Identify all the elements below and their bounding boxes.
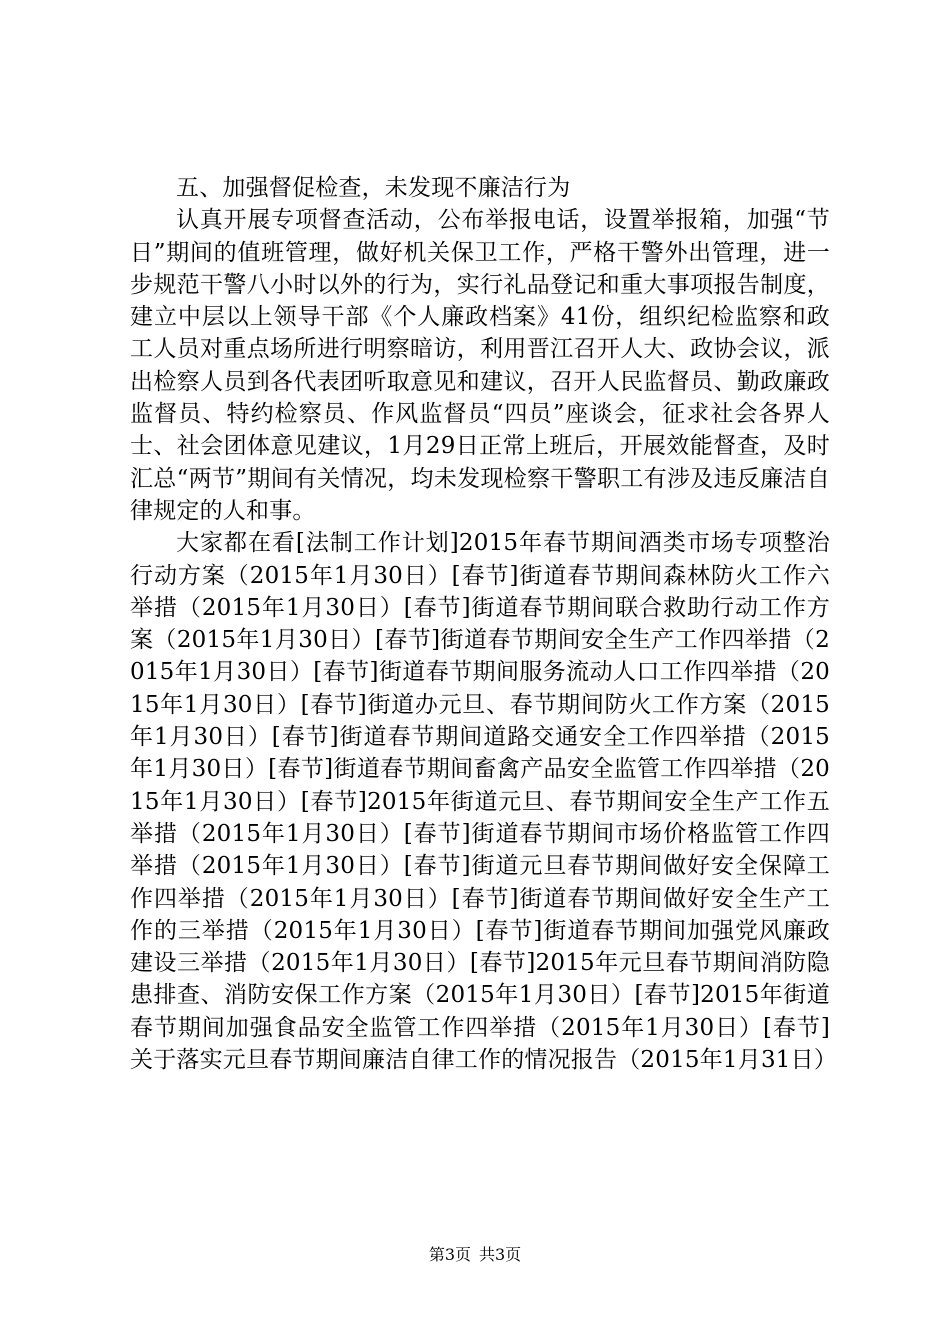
page-number: 第3页: [428, 1245, 471, 1264]
page-footer: [0, 1245, 950, 1265]
document-body: [130, 172, 838, 1076]
section-heading: 五、加强督促检查，未发现不廉洁行为: [176, 175, 571, 201]
page-total: 共3页: [479, 1245, 522, 1264]
paragraph-inspection: 认真开展专项督查活动，公布举报电话，设置举报箱，加强“节日”期间的值班管理，做好机关保卫工作，严格干警外出管理，进一步规范干警八小时以外的行为，实行礼品登记和重大事项报告制度，建立中层以上领导干部《个人廉政档案》41份，组织纪检监察和政工人员对重点场所进行明察暗访，利用晋江召开人大、政协会议，派出检察人员到各代表团听取意见和建议，召开人民监督员、勤政廉政监督员、特约检察员、作风监督员“四员”座谈会，征求社会各界人士、社会团体意见建议，1月29日正常上班后，开展效能督查，及时汇总“两节”期间有关情况，均未发现检察干警职工有涉及违反廉洁自律规定的人和事。: [130, 207, 830, 524]
paragraph-related-articles: 大家都在看[法制工作计划]2015年春节期间酒类市场专项整治行动方案（2015年1月30日）[春节]街道春节期间森林防火工作六举措（2015年1月30日）[春节]街道春节期间联合救助行动工作方案（2015年1月30日）[春节]街道春节期间安全生产工作四举措（2015年1月30日）[春节]街道春节期间服务流动人口工作四举措（2015年1月30日）[春节]街道办元旦、春节期间防火工作方案（2015年1月30日）[春节]街道春节期间道路交通安全工作四举措（2015年1月30日）[春节]街道春节期间畜禽产品安全监管工作四举措（2015年1月30日）[春节]2015年街道元旦、春节期间安全生产工作五举措（2015年1月30日）[春节]街道春节期间市场价格监管工作四举措（2015年1月30日）[春节]街道元旦春节期间做好安全保障工作四举措（2015年1月30日）[春节]街道春节期间做好安全生产工作的三举措（2015年1月30日）[春节]街道春节期间加强党风廉政建设三举措（2015年1月30日）[春节]2015年元旦春节期间消防隐患排查、消防安保工作方案（2015年1月30日）[春节]2015年街道春节期间加强食品安全监管工作四举措（2015年1月30日）[春节]关于落实元旦春节期间廉洁自律工作的情况报告（2015年1月31日）: [130, 530, 838, 1074]
